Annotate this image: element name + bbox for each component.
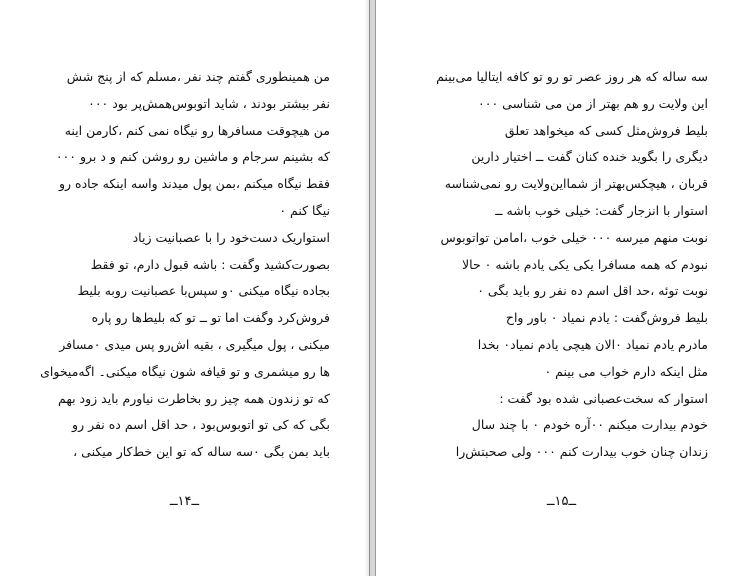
page-number-right: ــ۱۵ــ [546, 494, 577, 509]
text-line: فروش‌کرد وگفت اما تو ــ تو که بلیط‌ها رو پاره [91, 310, 330, 326]
text-line: نیگا کنم ۰ [279, 202, 330, 218]
text-line: فقط نیگاه میکنم ،بمن پول میدند واسه اینکه جاده رو [59, 176, 330, 192]
text-line: بلیط فروش‌مثل کسی که میخواهد تعلق [504, 122, 708, 138]
text-line: بجاده نیگاه میکنی ۰و سپس‌با عصبانیت روبه بلیط [77, 283, 330, 299]
text-line: من هیچوقت مسافرها رو نیگاه نمی کنم ،کارمن اینه [64, 122, 330, 138]
text-line: استوار که سخت‌عصبانی شده بود گفت : [499, 390, 708, 406]
left-page [0, 0, 370, 576]
text-line: که تو زندون همه چیز رو بخاطرت نیاورم باید زود بهم [58, 390, 330, 406]
text-line: بگی که کی تو اتوبوس‌بود ، حد اقل اسم ده نفر رو [72, 417, 330, 433]
text-line: نوبت منهم میرسه ۰۰۰ خیلی خوب ،امامن تواتوبوس [440, 229, 708, 245]
text-line: که بشینم سرجام و ماشین رو روشن کنم و د برو ۰۰۰ [55, 149, 330, 165]
text-line: من همینطوری گفتم چند نفر ،مسلم که از پنج شش [66, 69, 330, 84]
page-number-left: ــ۱۴ــ [169, 494, 200, 509]
text-line: دیگری را بگوید خنده کنان گفت ــ اختیار دارین [471, 149, 708, 165]
text-line: قربان ، هیچکس‌بهتر از شمااین‌ولایت رو نمی‌شناسه [444, 176, 708, 192]
text-line: مثل اینکه دارم خواب می بینم ۰ [544, 363, 708, 379]
text-line: این ولایت رو هم بهتر از من می شناسی ۰۰۰ [478, 95, 708, 111]
text-line: ها رو میشمری و تو قیافه شون نیگاه میکنی۔ اگه‌میخوای [40, 363, 330, 379]
right-page [375, 0, 747, 576]
text-line: نبودم که همه مسافرا یکی یکی یادم باشه ۰ حالا [462, 256, 708, 272]
text-line: بصورت‌کشید وگفت : باشه قبول دارم، تو فقط [90, 256, 330, 272]
left-page-text [40, 64, 330, 466]
text-line: زندان چنان خوب بیدارت کنم ۰۰۰ ولی صحبتش‌را [455, 444, 708, 460]
text-line: نوبت توئه ،حد اقل اسم ده نفر رو باید بگی ۰ [477, 283, 708, 299]
text-line: میکنی ، پول میگیری ، بقیه اش‌رو پس میدی ۰مسافر [59, 336, 330, 352]
text-line: مادرم یادم نمیاد ۰الان هیچی یادم نمیاد۰ بخدا [477, 336, 708, 352]
gutter-shadow-left [364, 0, 370, 576]
text-line: استواریک دست‌خود را با عصبانیت زیاد [132, 229, 330, 245]
text-line: نفر بیشتر بودند ، شاید اتوبوس‌همش‌پر بود ۰۰۰ [88, 95, 330, 111]
text-line: باید بمن بگی ۰سه ساله که تو این خط‌کار میکنی ، [73, 444, 330, 460]
text-line: سه ساله که هر روز عصر تو رو تو کافه ایتالیا می‌بینم [436, 69, 708, 84]
text-line: بلیط فروش‌گفت : یادم نمیاد ۰ باور واح [505, 310, 708, 326]
text-line: خودم بیدارت میکنم ۰۰آره خودم ۰ با چند سال [471, 417, 708, 433]
text-line: استوار با انزجار گفت: خیلی خوب باشه ــ [495, 202, 708, 218]
right-page-text [418, 64, 708, 466]
